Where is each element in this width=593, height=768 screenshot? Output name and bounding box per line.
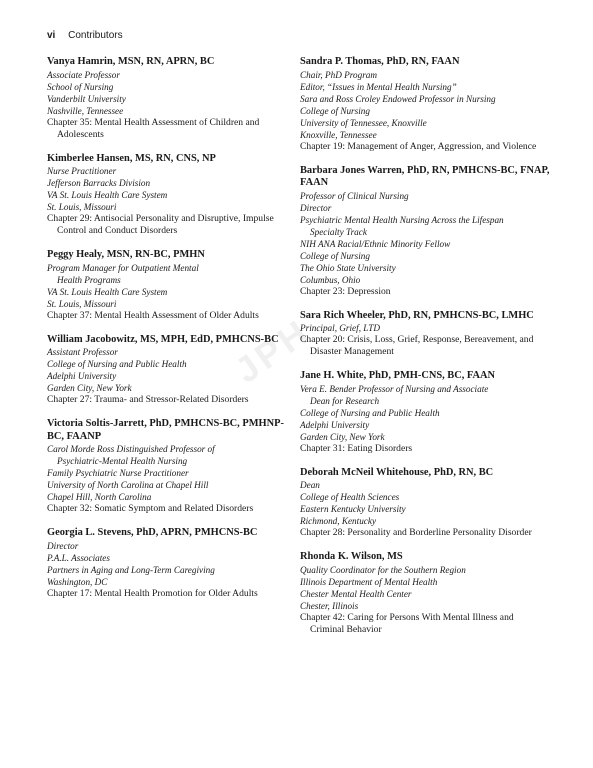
contributor-affiliation: Dean <box>300 480 320 490</box>
contributor-chapter: Chapter 29: Antisocial Personality and Disruptive, Impulse Control and Conduct Disorders <box>47 213 274 236</box>
contributor-affiliation: Knoxville, Tennessee <box>300 129 377 140</box>
contributor-entry <box>47 249 297 322</box>
contributor-affiliation: Chapel Hill, North Carolina <box>47 492 152 502</box>
contributor-name: Sara Rich Wheeler, PhD, RN, PMHCNS-BC, LMHC <box>300 309 534 321</box>
contributor-affiliation: Professor of Clinical Nursing <box>300 190 409 201</box>
contributor-affiliation: P.A.L. Associates <box>47 552 110 563</box>
contributor-affiliation: College of Nursing and Public Health <box>300 407 440 418</box>
contributor-affiliation: Garden City, New York <box>47 383 132 393</box>
contributor-entry <box>47 418 297 515</box>
contributor-affiliation: Richmond, Kentucky <box>300 516 377 526</box>
contributor-name: William Jacobowitz, MS, MPH, EdD, PMHCNS-BC <box>47 333 279 345</box>
contributor-affiliation: University of North Carolina at Chapel Hill <box>47 480 209 490</box>
contributor-name: Vanya Hamrin, MSN, RN, APRN, BC <box>47 56 215 67</box>
contributor-affiliation: Garden City, New York <box>300 431 385 442</box>
contributor-affiliation: VA St. Louis Health Care System <box>47 286 168 297</box>
contributor-entry <box>300 467 550 540</box>
contributor-chapter: Chapter 32: Somatic Symptom and Related Disorders <box>47 503 254 514</box>
contributor-affiliation: Psychiatric-Mental Health Nursing <box>57 456 188 466</box>
contributor-affiliation: Columbus, Ohio <box>300 274 361 285</box>
contributor-affiliation: Family Psychiatric Nurse Practitioner <box>47 468 189 478</box>
contributor-chapter: Chapter 28: Personality and Borderline Personality Disorder <box>300 527 532 538</box>
contributor-name: Rhonda K. Wilson, MS <box>300 551 403 562</box>
contributor-affiliation: Nashville, Tennessee <box>47 105 124 116</box>
contributor-entry <box>300 165 550 298</box>
contributor-chapter: Chapter 31: Eating Disorders <box>300 442 413 454</box>
contributor-affiliation: VA St. Louis Health Care System <box>47 190 168 200</box>
contributor-affiliation: Vanderbilt University <box>47 93 126 104</box>
running-header <box>47 30 123 41</box>
contributor-name: Peggy Healy, MSN, RN-BC, PMHN <box>47 249 205 260</box>
contributor-affiliation: Eastern Kentucky University <box>300 504 406 514</box>
contributor-entry <box>300 370 550 455</box>
contributor-affiliation: Partners in Aging and Long-Term Caregiving <box>47 564 215 575</box>
contributor-affiliation: School of Nursing <box>47 81 114 92</box>
contributor-entry <box>47 527 297 600</box>
watermark: JPH <box>227 310 319 391</box>
contributor-entry <box>47 56 297 141</box>
contributor-affiliation: Chester Mental Health Center <box>300 588 412 599</box>
contributor-affiliation: Jefferson Barracks Division <box>47 178 151 188</box>
contributor-affiliation: Specialty Track <box>310 226 367 237</box>
contributor-affiliation: College of Nursing <box>300 105 370 116</box>
contributor-affiliation: Quality Coordinator for the Southern Region <box>300 564 466 575</box>
contributor-affiliation: Nurse Practitioner <box>47 166 117 176</box>
contributor-chapter: Chapter 20: Crisis, Loss, Grief, Response, Bereavement, and Disaster Management <box>300 334 534 357</box>
contributor-affiliation: Associate Professor <box>47 69 120 80</box>
contributor-affiliation: Dean for Research <box>310 395 380 406</box>
contributor-affiliation: Illinois Department of Mental Health <box>300 576 438 587</box>
contributor-affiliation: St. Louis, Missouri <box>47 298 117 309</box>
contributor-affiliation: College of Health Sciences <box>300 492 400 502</box>
contributor-affiliation: Sara and Ross Croley Endowed Professor in Nursing <box>300 93 496 104</box>
contributor-affiliation: Health Programs <box>57 274 121 285</box>
contributor-name: Jane H. White, PhD, PMH-CNS, BC, FAAN <box>300 370 496 381</box>
contributor-affiliation: Psychiatric Mental Health Nursing Across the Lifespan <box>300 214 504 225</box>
contributor-affiliation: Chair, PhD Program <box>300 69 377 80</box>
contributor-affiliation: Assistant Professor <box>47 347 118 357</box>
contributor-entry <box>47 153 297 238</box>
contributor-affiliation: College of Nursing <box>300 250 370 261</box>
running-title: Contributors <box>68 30 123 41</box>
contributor-entry <box>300 310 550 359</box>
contributor-affiliation: University of Tennessee, Knoxville <box>300 117 427 128</box>
contributor-name: Barbara Jones Warren, PhD, RN, PMHCNS-BC, FNAP, FAAN <box>300 164 550 188</box>
contributor-chapter: Chapter 35: Mental Health Assessment of Children and Adolescents <box>47 116 260 140</box>
contributor-affiliation: Program Manager for Outpatient Mental <box>47 262 199 273</box>
contributor-affiliation: The Ohio State University <box>300 262 396 273</box>
contributor-affiliation: Chester, Illinois <box>300 600 359 611</box>
contributor-entry <box>300 551 550 636</box>
page-number: vi <box>47 30 56 41</box>
contributor-affiliation: Adelphi University <box>47 371 117 381</box>
contributor-name: Victoria Soltis-Jarrett, PhD, PMHCNS-BC, PMHNP-BC, FAANP <box>47 418 284 442</box>
contributor-affiliation: Director <box>300 202 332 213</box>
contributor-affiliation: Editor, “Issues in Mental Health Nursing” <box>300 81 457 92</box>
contributor-affiliation: College of Nursing and Public Health <box>47 359 187 369</box>
contributor-chapter: Chapter 42: Caring for Persons With Mental Illness and Criminal Behavior <box>300 611 514 635</box>
contributor-affiliation: Principal, Grief, LTD <box>300 323 380 333</box>
contributor-name: Kimberlee Hansen, MS, RN, CNS, NP <box>47 152 216 164</box>
contributor-name: Sandra P. Thomas, PhD, RN, FAAN <box>300 56 460 67</box>
contributor-chapter: Chapter 17: Mental Health Promotion for Older Adults <box>47 587 258 599</box>
right-column <box>300 56 550 648</box>
contributor-affiliation: St. Louis, Missouri <box>47 202 117 212</box>
contributor-chapter: Chapter 27: Trauma- and Stressor-Related Disorders <box>47 394 249 405</box>
contributor-affiliation: Carol Morde Ross Distinguished Professor of <box>47 444 215 454</box>
contributor-entry <box>300 56 550 153</box>
left-column <box>47 56 297 612</box>
contributor-name: Deborah McNeil Whitehouse, PhD, RN, BC <box>300 466 494 478</box>
contributor-affiliation: Adelphi University <box>300 419 370 430</box>
contributor-entry <box>47 334 297 407</box>
contributor-affiliation: Vera E. Bender Professor of Nursing and Associate <box>300 383 489 394</box>
contributor-chapter: Chapter 23: Depression <box>300 285 391 297</box>
contributor-affiliation: Washington, DC <box>47 576 108 587</box>
contributor-chapter: Chapter 19: Management of Anger, Aggression, and Violence <box>300 140 537 152</box>
contributor-chapter: Chapter 37: Mental Health Assessment of Older Adults <box>47 309 259 321</box>
contributor-affiliation: NIH ANA Racial/Ethnic Minority Fellow <box>300 238 451 249</box>
contributor-affiliation: Director <box>47 540 79 551</box>
contributor-name: Georgia L. Stevens, PhD, APRN, PMHCNS-BC <box>47 527 258 538</box>
